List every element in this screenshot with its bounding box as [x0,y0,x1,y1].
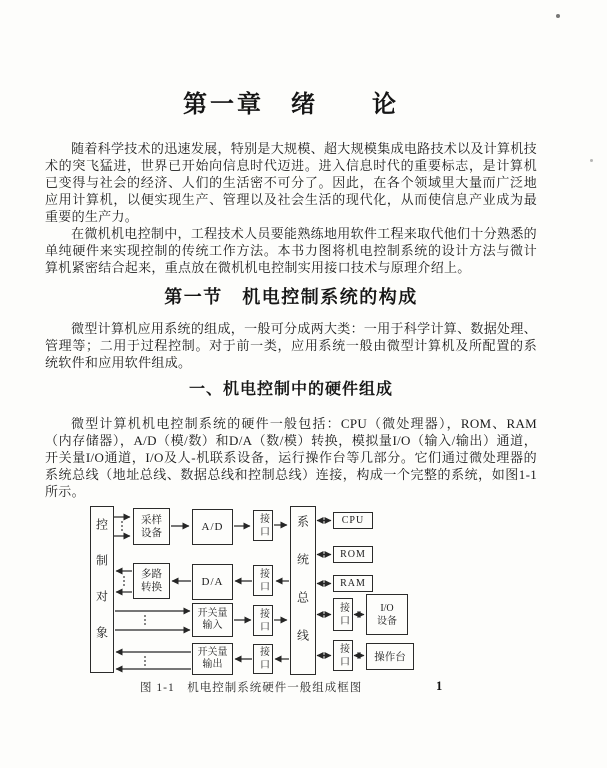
diagram-box-sampling-device [133,508,170,545]
switch-input-label-line1: 开关量 [197,608,228,619]
diagram-box-interface-3 [253,605,273,636]
interface-4-label: 接口 [257,646,269,672]
diagram-box-switch-output [192,643,233,675]
diagram-box-switch-input [192,603,233,637]
paragraph-1: 随着科学技术的迅速发展，特别是大规模、超大规模集成电路技术以及计算机技术的突飞猛进，世界已开始向信息时代迈进。进入信息时代的重要标志，是计算机已变得与社会的经济、人们的生活密不可分了。因此，在各个领域里大量而广泛地应用计算机，以便实现生产、管理以及社会生活的现代化，从而使信息产业成为最重要的生产力。 [45,141,537,224]
chapter-title: 第一章 绪 论 [183,92,399,118]
diagram-box-console: 操作台 [366,643,414,670]
diagram-box-rom: ROM [333,546,373,563]
diagram-box-interface-1 [253,510,273,541]
section-1-title: 第一节 机电控制系统的构成 [164,287,418,307]
figure-caption: 图 1-1 机电控制系统硬件一般组成框图 [140,682,363,694]
sampling-label-line2: 设备 [141,527,162,539]
system-bus-label: 系统总线 [295,514,310,667]
diagram-box-interface-5 [333,598,353,631]
figure-1-1 [45,503,537,695]
diagram-box-control-object [90,506,114,673]
control-object-label: 控制对象 [94,517,109,662]
interface-5-label: 接口 [337,601,349,628]
mux-label-line1: 多路 [141,569,162,580]
diagram-box-interface-6 [333,640,353,671]
page-content [0,90,607,695]
io-device-label-line1: I/O [380,602,394,614]
diagram-box-interface-4 [253,644,273,674]
paragraph-3: 微型计算机应用系统的组成，一般可分成两大类：一用于科学计算、数据处理、管理等；二用于过程控制。对于前一类，应用系统一般由微型计算机及所配置的系统软件和应用软件组成。 [45,321,537,370]
interface-2-label: 接口 [257,567,269,594]
diagram-box-io-device [366,594,408,635]
switch-output-label-line1: 开关量 [197,647,228,658]
switch-input-label-line2: 输入 [202,620,223,631]
interface-1-label: 接口 [257,512,269,539]
scan-speck [590,159,593,162]
interface-3-label: 接口 [257,607,269,634]
block-diagram [85,503,430,677]
interface-6-label: 接口 [337,642,349,669]
diagram-box-system-bus [290,506,316,675]
diagram-box-interface-2 [253,565,273,596]
diagram-box-da-converter: D/A [192,564,233,600]
sampling-label-line1: 采样 [141,514,162,526]
page-number: 1 [436,679,443,693]
diagram-box-cpu: CPU [333,512,373,529]
diagram-box-ram: RAM [333,575,373,592]
paragraph-2: 在微机机电控制中，工程技术人员要能熟练地用软件工程来取代他们十分熟悉的单纯硬件来实现控制的传统工作方法。本书力图将机电控制系统的设计方法与微计算机紧密结合起来，重点放在微机机电控制实用接口技术与原理介绍上。 [45,226,537,275]
scan-speck [556,14,560,18]
diagram-box-ad-converter: A/D [192,509,233,545]
switch-output-label-line2: 输出 [202,659,223,670]
mux-label-line2: 转换 [141,582,162,593]
paragraph-4: 微型计算机机电控制系统的硬件一般包括：CPU（微处理器），ROM、RAM（内存储器），A/D（模/数）和D/A（数/模）转换，模拟量I/O（输入/输出）通道，开关量I/O通道，I/O及人-机联系设备，运行操作台等几部分。它们通过微处理器的系统总线（地址总线、数据总线和控制总线）连接，构成一个完整的系统，如图1-1所示。 [45,416,537,499]
subsection-title: 一、机电控制中的硬件组成 [188,381,393,398]
diagram-box-multiplexer [133,563,170,599]
io-device-label-line2: 设备 [377,615,397,627]
